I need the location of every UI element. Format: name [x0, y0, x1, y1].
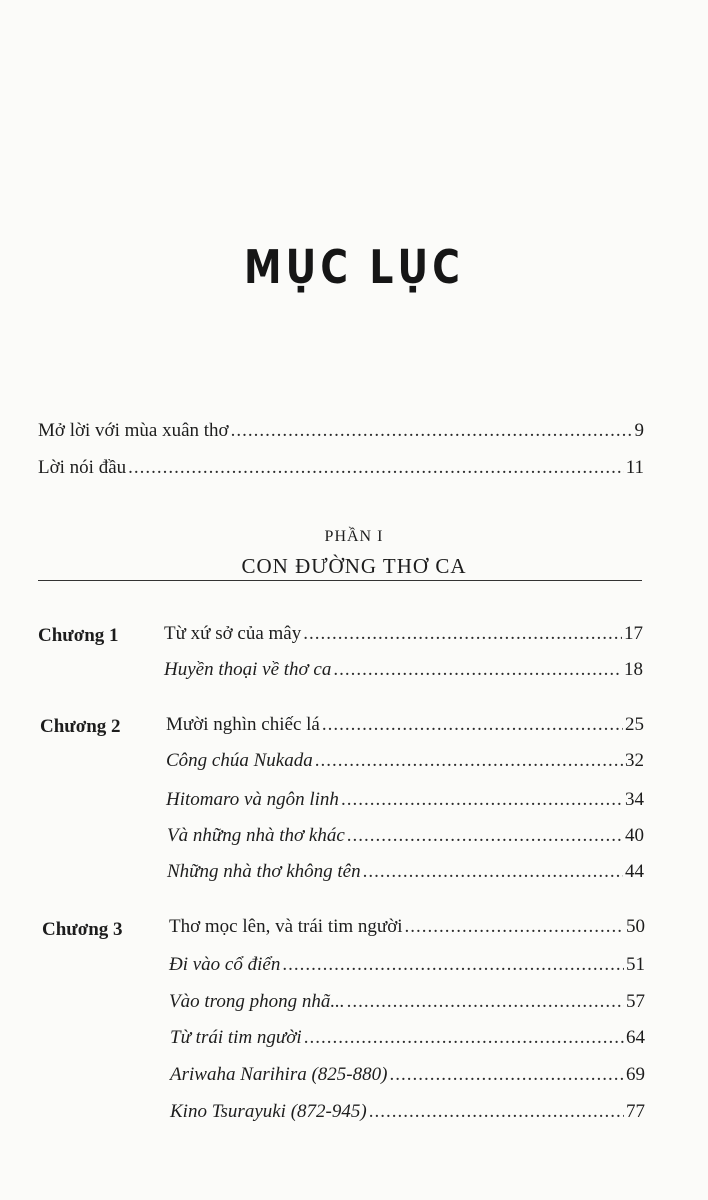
toc-entry-page: 25 [625, 714, 644, 735]
toc-entry-page: 57 [626, 991, 645, 1012]
dot-leader [369, 1100, 624, 1124]
toc-entry[interactable] [170, 1100, 645, 1124]
toc-entry-page: 44 [625, 861, 644, 882]
toc-entry-preface[interactable] [38, 456, 644, 480]
toc-entry[interactable] [167, 824, 644, 848]
toc-entry-label: Hitomaro và ngôn linh [166, 789, 339, 810]
toc-entry-page: 69 [626, 1064, 645, 1085]
toc-entry-page: 64 [626, 1027, 645, 1048]
toc-entry-label: Kino Tsurayuki (872-945) [170, 1101, 367, 1122]
toc-entry-page: 50 [626, 916, 645, 937]
toc-entry[interactable] [166, 788, 644, 812]
toc-entry[interactable] [166, 713, 644, 737]
toc-entry-label: Vào trong phong nhã... [169, 991, 345, 1012]
dot-leader [231, 419, 633, 443]
toc-entry-label: Lời nói đầu [38, 457, 127, 478]
toc-entry-page: 18 [624, 659, 643, 680]
toc-entry[interactable] [170, 1063, 645, 1087]
toc-entry[interactable] [170, 1026, 645, 1050]
dot-leader [347, 824, 623, 848]
toc-entry-label: Mười nghìn chiếc lá [166, 714, 320, 735]
dot-leader [128, 456, 624, 480]
dot-leader [304, 1026, 624, 1050]
dot-leader [315, 749, 623, 773]
dot-leader [282, 953, 624, 977]
toc-entry-label: Và những nhà thơ khác [167, 825, 345, 846]
toc-entry-label: Những nhà thơ không tên [167, 861, 361, 882]
toc-entry[interactable] [164, 658, 643, 682]
toc-entry[interactable] [167, 860, 644, 884]
toc-entry[interactable] [164, 622, 643, 646]
dot-leader [363, 860, 623, 884]
toc-entry[interactable] [169, 953, 645, 977]
part-label: PHẦN I [324, 528, 384, 545]
toc-entry-page: 77 [626, 1101, 645, 1122]
toc-entry-label: Từ xứ sở của mây [164, 623, 302, 644]
toc-entry[interactable] [166, 749, 644, 773]
dot-leader [405, 915, 624, 939]
dot-leader [303, 622, 622, 646]
toc-entry-label: Đi vào cổ điển [169, 954, 281, 975]
toc-entry[interactable] [169, 915, 645, 939]
part-title: CON ĐƯỜNG THƠ CA [241, 554, 467, 578]
page-title: MỤC LỤC [243, 240, 465, 294]
toc-entry-label: Mở lời với mùa xuân thơ [38, 420, 229, 441]
dot-leader [347, 990, 624, 1014]
toc-entry-page: 17 [624, 623, 643, 644]
toc-entry-label: Huyền thoại về thơ ca [164, 659, 332, 680]
toc-entry-label: Thơ mọc lên, và trái tim người [169, 916, 403, 937]
divider [38, 580, 642, 581]
toc-entry-page: 11 [625, 457, 644, 478]
toc-entry-page: 9 [634, 420, 644, 441]
toc-entry-page: 32 [625, 750, 644, 771]
toc-entry-page: 51 [626, 954, 645, 975]
chapter-label: Chương 1 [38, 625, 119, 646]
chapter-label: Chương 3 [42, 919, 123, 940]
toc-entry-label: Từ trái tim người [170, 1027, 302, 1048]
dot-leader [333, 658, 622, 682]
dot-leader [341, 788, 623, 812]
dot-leader [389, 1063, 624, 1087]
toc-entry-label: Ariwaha Narihira (825-880) [170, 1064, 388, 1085]
toc-entry-foreword[interactable] [38, 419, 644, 443]
toc-entry-page: 40 [625, 825, 644, 846]
toc-entry[interactable] [169, 990, 645, 1014]
toc-entry-label: Công chúa Nukada [166, 750, 313, 771]
toc-entry-page: 34 [625, 789, 644, 810]
chapter-label: Chương 2 [40, 716, 121, 737]
dot-leader [322, 713, 623, 737]
